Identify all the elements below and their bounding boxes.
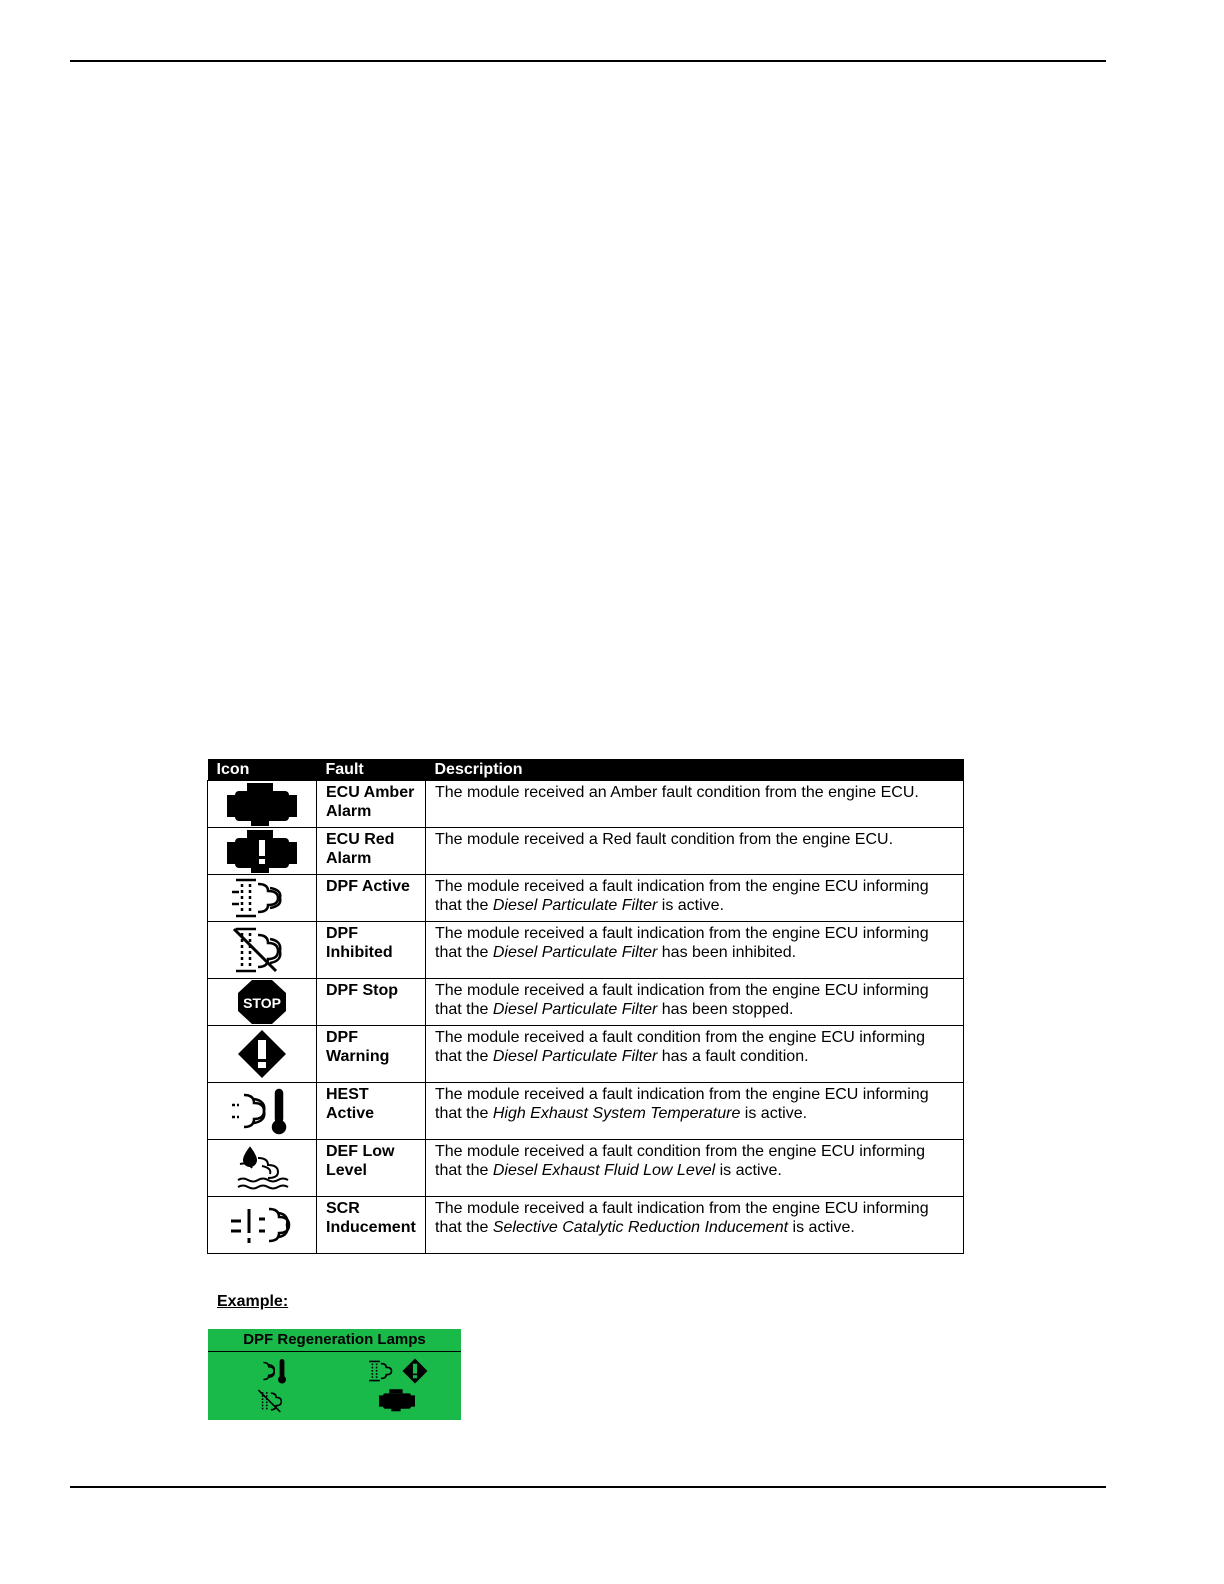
table-row (208, 1026, 964, 1083)
table-row (208, 781, 964, 828)
header-description: Description (426, 759, 964, 781)
dpf-active-icon (230, 876, 294, 920)
fault-name: DPF Active (317, 875, 426, 922)
warning-diamond-icon (237, 1029, 287, 1079)
stop-sign-icon (237, 979, 287, 1025)
table-header-row (208, 759, 964, 781)
def-low-level-icon (232, 1144, 292, 1192)
icon-cell (208, 875, 317, 922)
header-icon: Icon (208, 759, 317, 781)
fault-icon-table (207, 759, 964, 1254)
warning-diamond-icon (402, 1358, 428, 1384)
fault-name: DPF Warning (317, 1026, 426, 1083)
fault-name: SCR Inducement (317, 1197, 426, 1254)
table-row (208, 1083, 964, 1140)
fault-description: The module received a fault indication from the engine ECU informing that the High Exhaust System Temperature is active. (426, 1083, 964, 1140)
table-row (208, 1197, 964, 1254)
hest-thermometer-icon (256, 1358, 290, 1384)
footer-rule (70, 1486, 1106, 1488)
fault-description: The module received a Red fault condition from the engine ECU. (426, 828, 964, 875)
svg-text:STOP: STOP (243, 995, 281, 1011)
dpf-regeneration-lamps-panel (208, 1329, 461, 1420)
table-row (208, 828, 964, 875)
icon-cell (208, 979, 317, 1026)
fault-description: The module received a fault indication from the engine ECU informing that the Diesel Particulate Filter is active. (426, 875, 964, 922)
fault-description: The module received a fault condition from the engine ECU informing that the Diesel Exhaust Fluid Low Level is active. (426, 1140, 964, 1197)
example-label: Example: (217, 1293, 289, 1310)
header-rule (70, 60, 1106, 62)
icon-cell (208, 828, 317, 875)
dpf-active-icon (366, 1358, 400, 1384)
fault-name: DPF Inhibited (317, 922, 426, 979)
fault-description: The module received a fault indication from the engine ECU informing that the Diesel Particulate Filter has been inhibited. (426, 922, 964, 979)
fault-description: The module received a fault condition from the engine ECU informing that the Diesel Particulate Filter has a fault condition. (426, 1026, 964, 1083)
header-fault: Fault (317, 759, 426, 781)
dpf-inhibited-icon (256, 1388, 290, 1414)
icon-cell (208, 922, 317, 979)
icon-cell (208, 781, 317, 828)
fault-name: ECU Amber Alarm (317, 781, 426, 828)
scr-inducement-icon (229, 1201, 295, 1249)
icon-cell (208, 1026, 317, 1083)
lamp-panel-title: DPF Regeneration Lamps (208, 1329, 461, 1352)
icon-cell (208, 1140, 317, 1197)
icon-cell (208, 1197, 317, 1254)
hest-thermometer-icon (230, 1087, 294, 1135)
engine-icon (378, 1388, 416, 1412)
table-row (208, 922, 964, 979)
fault-name: HEST Active (317, 1083, 426, 1140)
fault-name: DPF Stop (317, 979, 426, 1026)
table-row (208, 875, 964, 922)
fault-description: The module received a fault indication from the engine ECU informing that the Diesel Particulate Filter has been stopped. (426, 979, 964, 1026)
fault-name: DEF Low Level (317, 1140, 426, 1197)
table-row (208, 1140, 964, 1197)
fault-name: ECU Red Alarm (317, 828, 426, 875)
fault-description: The module received an Amber fault condition from the engine ECU. (426, 781, 964, 828)
engine-exclamation-icon (225, 828, 299, 874)
engine-icon (225, 781, 299, 827)
icon-cell (208, 1083, 317, 1140)
dpf-inhibited-icon (230, 925, 294, 975)
table-row (208, 979, 964, 1026)
fault-description: The module received a fault indication from the engine ECU informing that the Selective Catalytic Reduction Inducement is active. (426, 1197, 964, 1254)
